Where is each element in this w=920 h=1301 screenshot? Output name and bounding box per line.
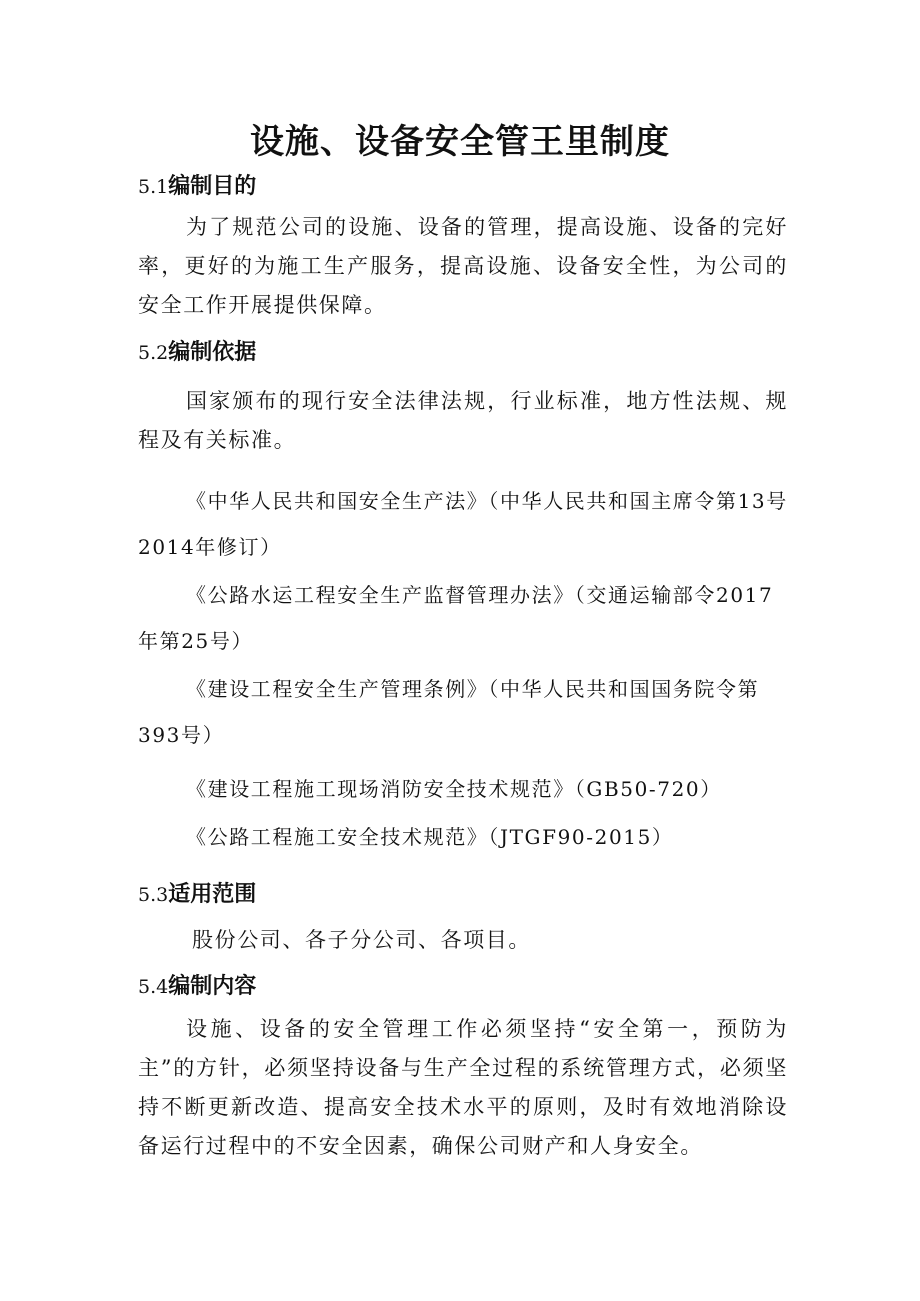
law-reference-item: 《公路工程施工安全技术规范》（JTGF90-2015） xyxy=(186,825,674,849)
section-heading-text: 适用范围 xyxy=(168,882,257,907)
section-5-3-paragraph: 股份公司、各子分公司、各项目。 xyxy=(192,928,531,952)
law-reference-item: 《公路水运工程安全生产监督管理办法》（交通运输部令2017年第25号） xyxy=(138,583,774,653)
law-reference-item: 《建设工程安全生产管理条例》（中华人民共和国国务院令第393号） xyxy=(138,677,760,747)
section-number: 5.1 xyxy=(138,176,169,198)
section-number: 5.3 xyxy=(138,884,169,906)
section-heading-text: 编制内容 xyxy=(168,974,257,999)
section-5-4-paragraph: 设施、设备的安全管理工作必须坚持“安全第一，预防为主”的方针，必须坚持设备与生产全过程的系统管理方式，必须坚持不断更新改造、提高安全技术水平的原则，及时有效地消除设备运行过程中的不安全因素，确保公司财产和人身安全。 xyxy=(138,1017,788,1158)
section-heading-text: 编制目的 xyxy=(168,174,257,199)
section-heading-5-4 xyxy=(138,972,256,1002)
section-heading-5-1 xyxy=(138,172,256,202)
section-heading-5-3 xyxy=(138,880,256,910)
law-reference-item: 《建设工程施工现场消防安全技术规范》（GB50-720） xyxy=(186,777,722,801)
section-number: 5.4 xyxy=(138,976,169,998)
section-5-1-paragraph: 为了规范公司的设施、设备的管理，提高设施、设备的完好率，更好的为施工生产服务，提高设施、设备安全性，为公司的安全工作开展提供保障。 xyxy=(138,215,788,317)
section-heading-text: 编制依据 xyxy=(168,340,257,365)
law-reference-item: 《中华人民共和国安全生产法》（中华人民共和国主席令第13号2014年修订） xyxy=(138,489,788,559)
section-number: 5.2 xyxy=(138,342,169,364)
section-heading-5-2 xyxy=(138,338,256,368)
document-title: 设施、设备安全管王里制度 xyxy=(250,122,670,162)
section-5-2-paragraph: 国家颁布的现行安全法律法规，行业标准，地方性法规、规程及有关标准。 xyxy=(138,389,788,452)
